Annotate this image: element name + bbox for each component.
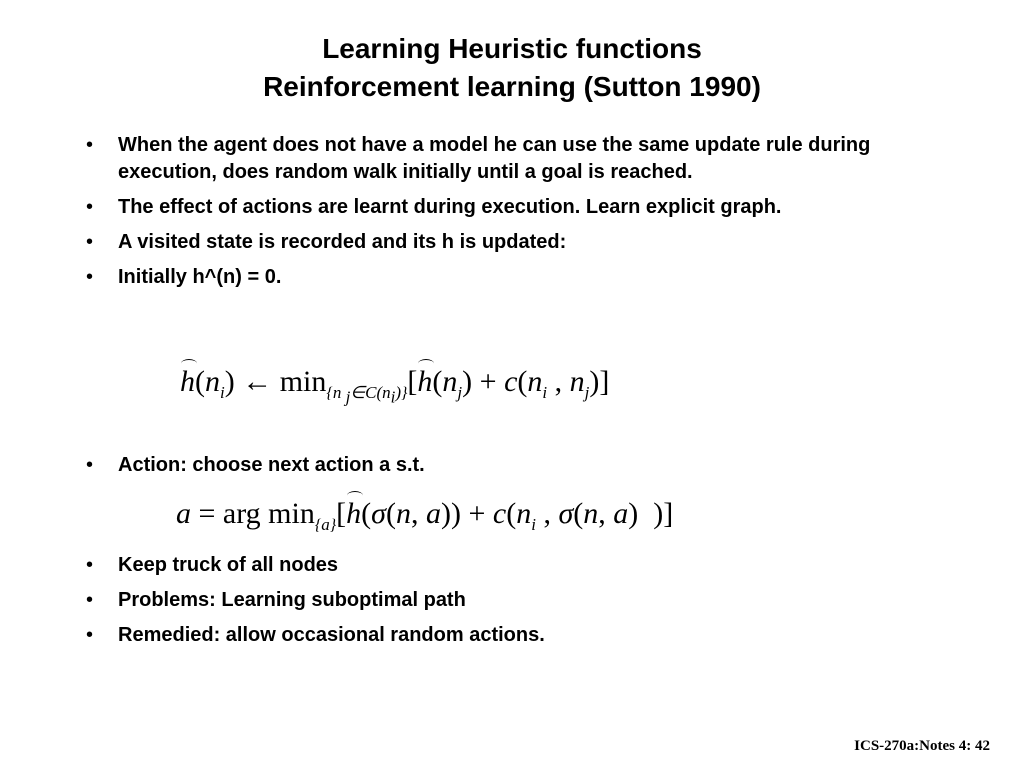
bullet-dot: • <box>86 266 94 288</box>
bullet-text: Action: choose next action a s.t. <box>118 454 425 476</box>
bullet-item <box>80 229 910 256</box>
bullet-item <box>80 452 910 479</box>
bullet-text: The effect of actions are learnt during execution. Learn explicit graph. <box>118 196 782 218</box>
bullet-dot: • <box>86 589 94 611</box>
bullet-item <box>80 552 910 579</box>
bullet-dot: • <box>86 624 94 646</box>
bullet-item <box>80 622 910 649</box>
bullet-text: Remedied: allow occasional random actions. <box>118 624 545 646</box>
bullet-text: When the agent does not have a model he can use the same update rule during execution, does random walk initially until a goal is reached. <box>118 134 871 183</box>
action-selection-formula: a = arg $\min_{\{a\}}[h(\sigma(n$, $a)) + c(n_i$ , σ(n, a) )] <box>176 494 673 546</box>
title-line-1: Learning Heuristic functions <box>322 33 702 64</box>
bullet-dot: • <box>86 231 94 253</box>
slide-title <box>0 30 1024 106</box>
bullet-item <box>80 132 910 186</box>
bullet-text: Initially h^(n) = 0. <box>118 266 282 288</box>
bullet-dot: • <box>86 196 94 218</box>
slide-footer: ICS-270a:Notes 4: 42 <box>854 738 990 754</box>
bullet-text: Keep truck of all nodes <box>118 554 339 576</box>
update-rule-formula: $h(n_i)$ ← $\min_{\{n _j\in C(n_i)\}}[h(n_j) + c(n_i$ , $n_j$)] <box>180 362 609 417</box>
bullet-text: A visited state is recorded and its h is updated: <box>118 231 567 253</box>
bullet-list <box>80 132 910 299</box>
bullet-dot: • <box>86 454 94 476</box>
bullet-dot: • <box>86 554 94 576</box>
bullet-list-bottom <box>80 552 910 657</box>
title-line-2: Reinforcement learning (Sutton 1990) <box>263 71 761 102</box>
bullet-dot: • <box>86 134 94 156</box>
bullet-item <box>80 264 910 291</box>
bullet-list-middle <box>80 452 910 487</box>
bullet-text: Problems: Learning suboptimal path <box>118 589 466 611</box>
bullet-item <box>80 587 910 614</box>
bullet-item <box>80 194 910 221</box>
